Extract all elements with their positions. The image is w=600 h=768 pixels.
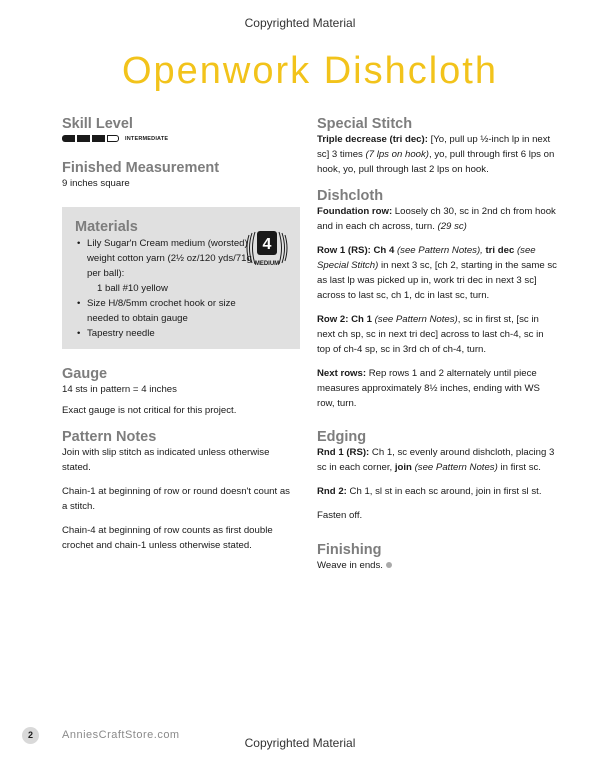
- materials-item: • Lily Sugar'n Cream medium (worsted) weight cotton yarn (2½ oz/120 yds/71g per ball): 1 ball #10 yellow: [87, 236, 255, 296]
- pattern-note: Join with slip stitch as indicated unless otherwise stated.: [62, 447, 270, 473]
- round-2: Rnd 2: Ch 1, sl st in each sc around, join in first sl st.: [317, 486, 542, 497]
- pattern-note: Chain-1 at beginning of row or round doesn't count as a stitch.: [62, 486, 290, 512]
- skill-level-heading: Skill Level: [62, 116, 133, 132]
- row-2: Row 2: Ch 1 (see Pattern Notes), sc in first st, [sc in next ch sp, sc in next tri dec] across to last ch-4, sc in top of ch-4 sp, sc in 3rd ch of ch-4, turn.: [317, 314, 544, 355]
- copyright-top: Copyrighted Material: [244, 16, 356, 30]
- finished-measurement-heading: Finished Measurement: [62, 160, 220, 176]
- yarn-weight-icon: [243, 227, 291, 269]
- materials-item: • Tapestry needle: [87, 326, 255, 341]
- gauge-line: 14 sts in pattern = 4 inches: [62, 384, 177, 395]
- skill-bar-filled: [62, 135, 75, 142]
- fasten-off: Fasten off.: [317, 510, 363, 521]
- finishing-heading: Finishing: [317, 542, 382, 558]
- copyright-bottom: Copyrighted Material: [244, 736, 356, 750]
- footer-site-link[interactable]: AnniesCraftStore.com: [62, 729, 180, 741]
- pattern-notes-section: [62, 429, 294, 562]
- finishing-section: [317, 542, 557, 573]
- special-stitch-text: Triple decrease (tri dec): [Yo, pull up ½-inch lp in next sc] 3 times (7 lps on hook), yo, pull through first 6 lps on hook, yo, pull through last 2 lps on hook.: [317, 134, 555, 175]
- pattern-note: Chain-4 at beginning of row counts as first double crochet and chain-1 unless otherwise stated.: [62, 525, 273, 551]
- pattern-notes-heading: Pattern Notes: [62, 429, 157, 445]
- skill-level-label: INTERMEDIATE: [125, 135, 169, 142]
- special-stitch-section: [317, 116, 557, 177]
- yarn-weight-number: 4: [262, 236, 272, 253]
- next-rows: Next rows: Rep rows 1 and 2 alternately until piece measures approximately 8½ inches, ending with WS row, turn.: [317, 368, 540, 409]
- row-1: Row 1 (RS): Ch 4 (see Pattern Notes), tri dec (see Special Stitch) in next 3 sc, [ch 2, starting in the same sc as last lp was picked up in, work tri dec in next 3 sc] across to last sc, ch 1, dc in last sc, turn.: [317, 245, 557, 301]
- skill-bar-filled: [77, 135, 90, 142]
- page-title: Openwork Dishcloth: [121, 50, 499, 92]
- page-number: 2: [22, 727, 39, 744]
- round-1: Rnd 1 (RS): Ch 1, sc evenly around dishcloth, placing 3 sc in each corner, join (see Pattern Notes) in first sc.: [317, 447, 555, 473]
- edging-heading: Edging: [317, 429, 367, 445]
- special-stitch-heading: Special Stitch: [317, 116, 413, 132]
- gauge-note: Exact gauge is not critical for this project.: [62, 405, 237, 416]
- materials-item: • Size H/8/5mm crochet hook or size needed to obtain gauge: [87, 296, 255, 326]
- edging-section: [317, 429, 557, 532]
- finished-measurement-text: 9 inches square: [62, 178, 130, 189]
- materials-heading: Materials: [75, 219, 138, 235]
- finished-measurement-section: [62, 160, 302, 191]
- skill-bar-empty: [107, 135, 119, 142]
- gauge-heading: Gauge: [62, 366, 108, 382]
- foundation-row: Foundation row: Loosely ch 30, sc in 2nd ch from hook and in each ch across, turn. (29 sc): [317, 206, 556, 232]
- skill-level-indicator: [62, 135, 302, 142]
- skill-bar-filled: [92, 135, 105, 142]
- dishcloth-heading: Dishcloth: [317, 188, 384, 204]
- finishing-text: Weave in ends.: [317, 558, 557, 573]
- end-mark-icon: [386, 562, 392, 568]
- skill-level-section: [62, 116, 302, 142]
- yarn-weight-label: MEDIUM: [254, 261, 280, 267]
- dishcloth-section: [317, 188, 557, 420]
- gauge-section: [62, 366, 302, 418]
